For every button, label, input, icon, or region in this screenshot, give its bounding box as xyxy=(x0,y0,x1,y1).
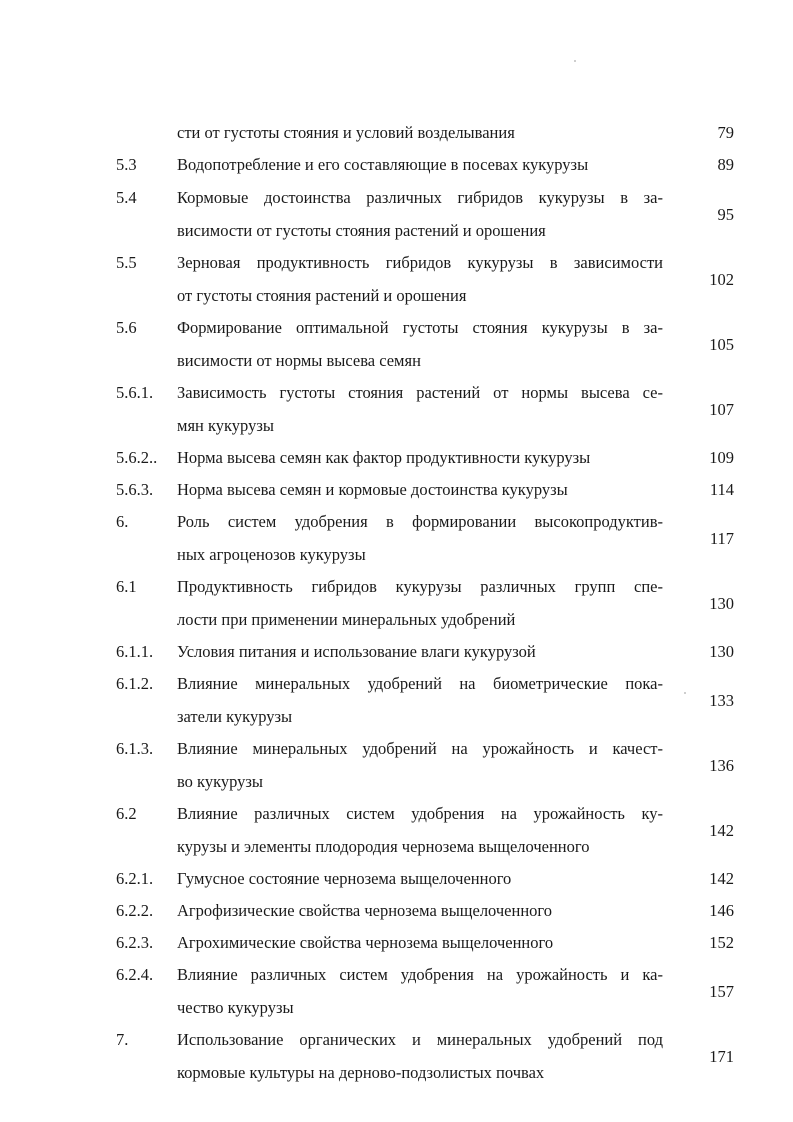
toc-entry-number: 6.2.3. xyxy=(116,933,154,952)
toc-entry-title-line: висимости от нормы высева семян xyxy=(177,351,421,370)
toc-entry-title-line: Норма высева семян и кормовые достоинства кукурузы xyxy=(177,480,568,499)
toc-entry-title xyxy=(177,311,663,377)
toc-entry-page-number: 114 xyxy=(709,480,734,499)
toc-entry-title xyxy=(177,635,663,668)
toc-entry-title-line: Роль систем удобрения в формировании высокопродуктив- xyxy=(177,512,663,531)
toc-entry-title-line: затели кукурузы xyxy=(177,707,293,726)
toc-entry-number: 6. xyxy=(116,512,129,531)
toc-entry-number: 6.2.2. xyxy=(116,901,154,920)
toc-entry-page-number: 105 xyxy=(709,335,734,354)
toc-entry-title xyxy=(177,862,663,895)
toc-entry-page-number: 171 xyxy=(709,1047,734,1066)
toc-entry-page-number: 130 xyxy=(709,594,734,613)
toc-entry-title xyxy=(177,505,663,571)
toc-entry-number: 6.1 xyxy=(116,577,137,596)
toc-entry-title-line: кормовые культуры на дерново-подзолистых почвах xyxy=(177,1063,545,1082)
toc-entry-title xyxy=(177,570,663,636)
toc-entry-title xyxy=(177,246,663,312)
toc-entry-title xyxy=(177,797,663,863)
toc-entry-title-line: мян кукурузы xyxy=(177,416,274,435)
toc-entry-page-number: 117 xyxy=(709,529,734,548)
toc-entry-number: 5.6 xyxy=(116,318,137,337)
toc-entry-title-line: Использование органических и минеральных удобрений под xyxy=(177,1030,663,1049)
toc-entry-title xyxy=(177,958,663,1024)
toc-entry-title-line: ных агроценозов кукурузы xyxy=(177,545,366,564)
toc-entry-title-line: Формирование оптимальной густоты стояния кукурузы в за- xyxy=(177,318,663,337)
toc-entry-title xyxy=(177,441,663,474)
toc-entry-page-number: 102 xyxy=(709,270,734,289)
toc-entry-title xyxy=(177,1023,663,1089)
toc-entry-title xyxy=(177,473,663,506)
toc-entry-number: 6.1.2. xyxy=(116,674,154,693)
toc-entry-title-line: Продуктивность гибридов кукурузы различных групп спе- xyxy=(177,577,663,596)
toc-entry-page-number: 89 xyxy=(717,155,734,174)
toc-entry-number: 6.2.1. xyxy=(116,869,154,888)
toc-entry-page-number: 130 xyxy=(709,642,734,661)
toc-entry-page-number: 109 xyxy=(709,448,734,467)
toc-entry-title xyxy=(177,926,663,959)
toc-entry-title-line: от густоты стояния растений и орошения xyxy=(177,286,467,305)
scan-speck xyxy=(574,60,576,62)
toc-entry-title-line: Влияние минеральных удобрений на урожайность и качест- xyxy=(177,739,663,758)
toc-entry-page-number: 95 xyxy=(717,205,734,224)
toc-entry-number: 6.2.4. xyxy=(116,965,154,984)
toc-entry-title xyxy=(177,181,663,247)
toc-entry-title xyxy=(177,148,663,181)
toc-entry-number: 5.6.1. xyxy=(116,383,154,402)
toc-entry-number: 5.6.2.. xyxy=(116,448,158,467)
scan-speck xyxy=(684,692,686,694)
toc-entry-number: 5.5 xyxy=(116,253,137,272)
toc-entry-title-line: висимости от густоты стояния растений и орошения xyxy=(177,221,546,240)
toc-entry-title-line: курузы и элементы плодородия чернозема выщелоченного xyxy=(177,837,590,856)
toc-entry-number: 6.1.1. xyxy=(116,642,154,661)
toc-entry-number: 6.2 xyxy=(116,804,137,823)
toc-entry-title xyxy=(177,376,663,442)
toc-entry-page-number: 157 xyxy=(709,982,734,1001)
toc-entry-number: 6.1.3. xyxy=(116,739,154,758)
toc-entry-number: 5.4 xyxy=(116,188,137,207)
toc-entry-page-number: 142 xyxy=(709,821,734,840)
toc-entry-title-line: Агрохимические свойства чернозема выщелоченного xyxy=(177,933,554,952)
toc-entry-title-line: Агрофизические свойства чернозема выщелоченного xyxy=(177,901,553,920)
toc-entry-page-number: 107 xyxy=(709,400,734,419)
toc-entry-number: 5.3 xyxy=(116,155,137,174)
toc-entry-page-number: 152 xyxy=(709,933,734,952)
toc-entry-title-line: Водопотребление и его составляющие в посевах кукурузы xyxy=(177,155,589,174)
toc-entry-title-line: Влияние различных систем удобрения на урожайность и ка- xyxy=(177,965,663,984)
toc-entry-title-line: сти от густоты стояния и условий возделывания xyxy=(177,123,515,142)
toc-entry-page-number: 79 xyxy=(717,123,734,142)
toc-entry-number: 7. xyxy=(116,1030,129,1049)
toc-entry-title-line: во кукурузы xyxy=(177,772,264,791)
toc-entry-title-line: Влияние различных систем удобрения на урожайность ку- xyxy=(177,804,663,823)
toc-entry-title-line: Гумусное состояние чернозема выщелоченного xyxy=(177,869,512,888)
toc-entry-title-line: Зависимость густоты стояния растений от нормы высева се- xyxy=(177,383,663,402)
toc-entry-page-number: 136 xyxy=(709,756,734,775)
toc-entry-title-line: Норма высева семян как фактор продуктивности кукурузы xyxy=(177,448,591,467)
toc-entry-title-line: Условия питания и использование влаги кукурузой xyxy=(177,642,536,661)
toc-entry-title-line: Кормовые достоинства различных гибридов кукурузы в за- xyxy=(177,188,663,207)
toc-entry-title xyxy=(177,667,663,733)
toc-entry-page-number: 146 xyxy=(709,901,734,920)
toc-entry-title xyxy=(177,894,663,927)
toc-entry-page-number: 142 xyxy=(709,869,734,888)
toc-entry-page-number: 133 xyxy=(709,691,734,710)
toc-entry-title-line: Влияние минеральных удобрений на биометрические пока- xyxy=(177,674,663,693)
toc-entry-title xyxy=(177,116,663,149)
toc-entry-title-line: чество кукурузы xyxy=(177,998,294,1017)
toc-entry-title-line: лости при применении минеральных удобрений xyxy=(177,610,516,629)
toc-entry-title-line: Зерновая продуктивность гибридов кукурузы в зависимости xyxy=(177,253,663,272)
toc-entry-number: 5.6.3. xyxy=(116,480,154,499)
toc-entry-title xyxy=(177,732,663,798)
